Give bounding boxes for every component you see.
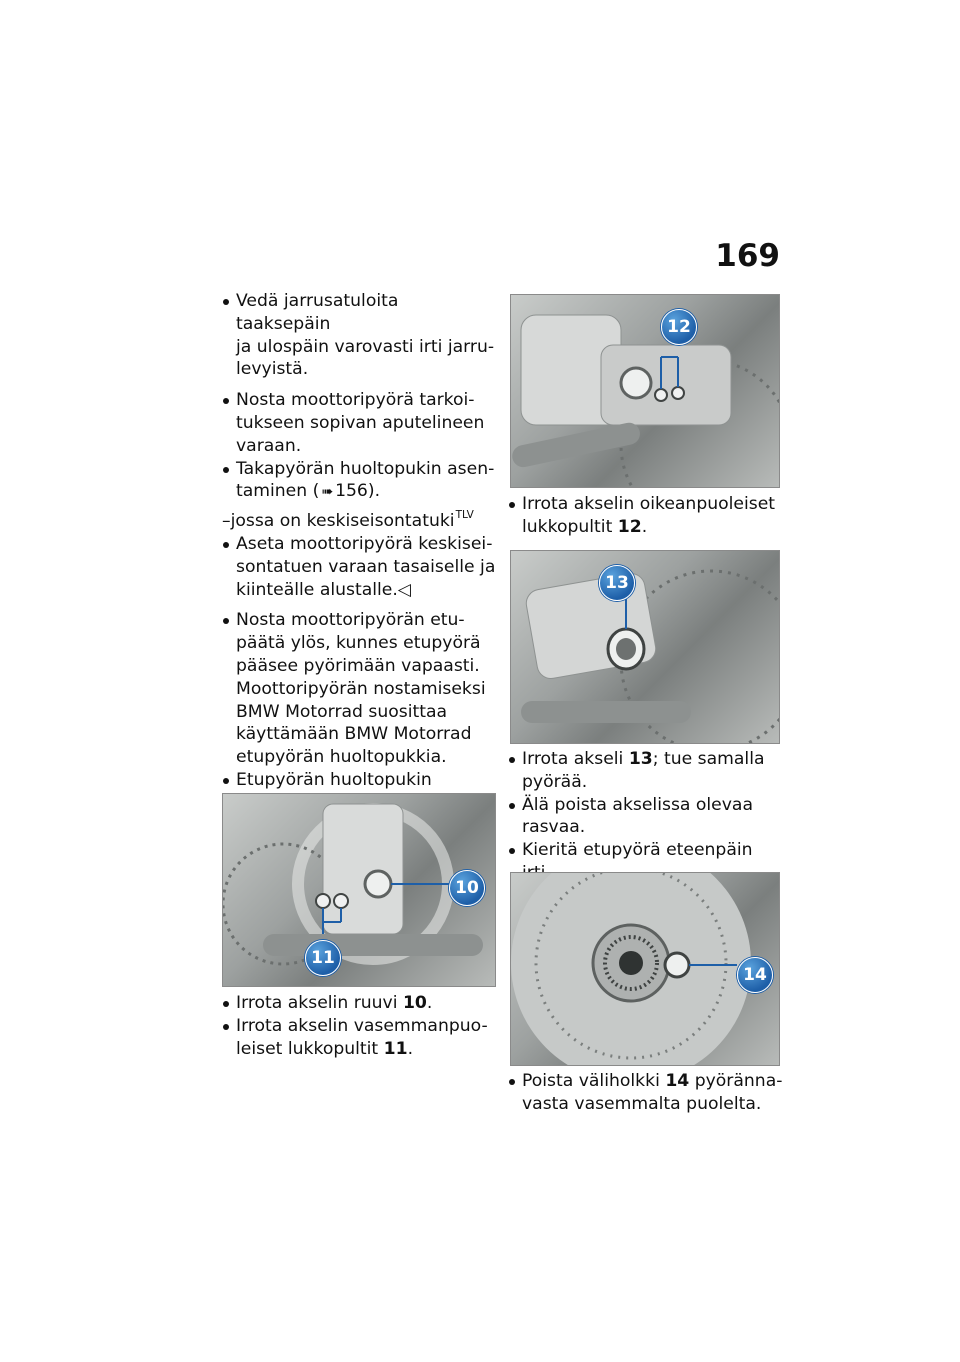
step-remove-axle-screw: Irrota akselin ruuvi 10.	[222, 992, 497, 1015]
photo-right-axle-illustration	[511, 551, 779, 743]
callout-14: 14	[737, 957, 773, 993]
step-roll-wheel-out: Kieritä etupyörä eteenpäin	[508, 839, 783, 885]
photo-right-axle	[510, 550, 780, 744]
right-column-block-1	[508, 493, 783, 539]
condition-center-stand: –jossa on keskiseisontatuki$^{TLV}$	[222, 509, 474, 532]
step-keep-grease: Älä poista akselissa olevaa rasvaa.	[508, 794, 783, 840]
left-column	[222, 290, 497, 838]
step-lift-front: Nosta moottoripyörän etu- päätä ylös, kunnes etupyörä pääsee pyörimään vapaasti. Moottoripyörän nostamiseksi BMW Motorrad suosittaa käyttämään BMW Motorrad etupyörän huoltopukkia.	[222, 609, 497, 769]
page-reference-arrow-icon: ➠	[321, 484, 334, 501]
photo-right-lock-bolts	[510, 294, 780, 488]
step-remove-axle: Irrota akseli 13; tue samalla pyörää.	[508, 748, 783, 794]
step-remove-right-lock-bolts: Irrota akselin oikeanpuoleiset lukkopultit 12.	[508, 493, 783, 539]
step-rear-stand-reference: Takapyörän huoltopukin asen- taminen ( ➠ 156).	[222, 458, 497, 505]
photo-right-lock-bolts-illustration	[511, 295, 779, 487]
callout-10: 10	[449, 870, 485, 906]
step-front-stand-reference: Etupyörän huoltopukin	[222, 769, 497, 838]
page-number: 169	[715, 238, 780, 274]
step-lift-motorcycle: Nosta moottoripyörä tarkoi- tukseen sopivan aputelineen varaan.	[222, 389, 497, 457]
right-column-block-2	[508, 748, 783, 885]
callout-13: 13	[599, 565, 635, 601]
photo-left-axle	[222, 793, 496, 987]
callout-12: 12	[661, 309, 697, 345]
step-pull-calipers: Vedä jarrusatuloita taaksepäin ja ulospäin varovasti irti jarru- levyistä.	[222, 290, 497, 381]
step-center-stand: Aseta moottoripyörä keskisei- sontatuen varaan tasaiselle ja kiinteälle alustalle.◁	[222, 533, 497, 601]
step-remove-spacer: Poista väliholkki 14 pyöränna- vasta vasemmalta puolelta.	[508, 1070, 783, 1116]
callout-11: 11	[305, 940, 341, 976]
left-column-after-photo	[222, 992, 497, 1060]
step-remove-left-lock-bolts: Irrota akselin vasemmanpuo- leiset lukkopultit 11.	[222, 1015, 497, 1061]
photo-right-spacer	[510, 872, 780, 1066]
right-column-block-3	[508, 1070, 783, 1116]
